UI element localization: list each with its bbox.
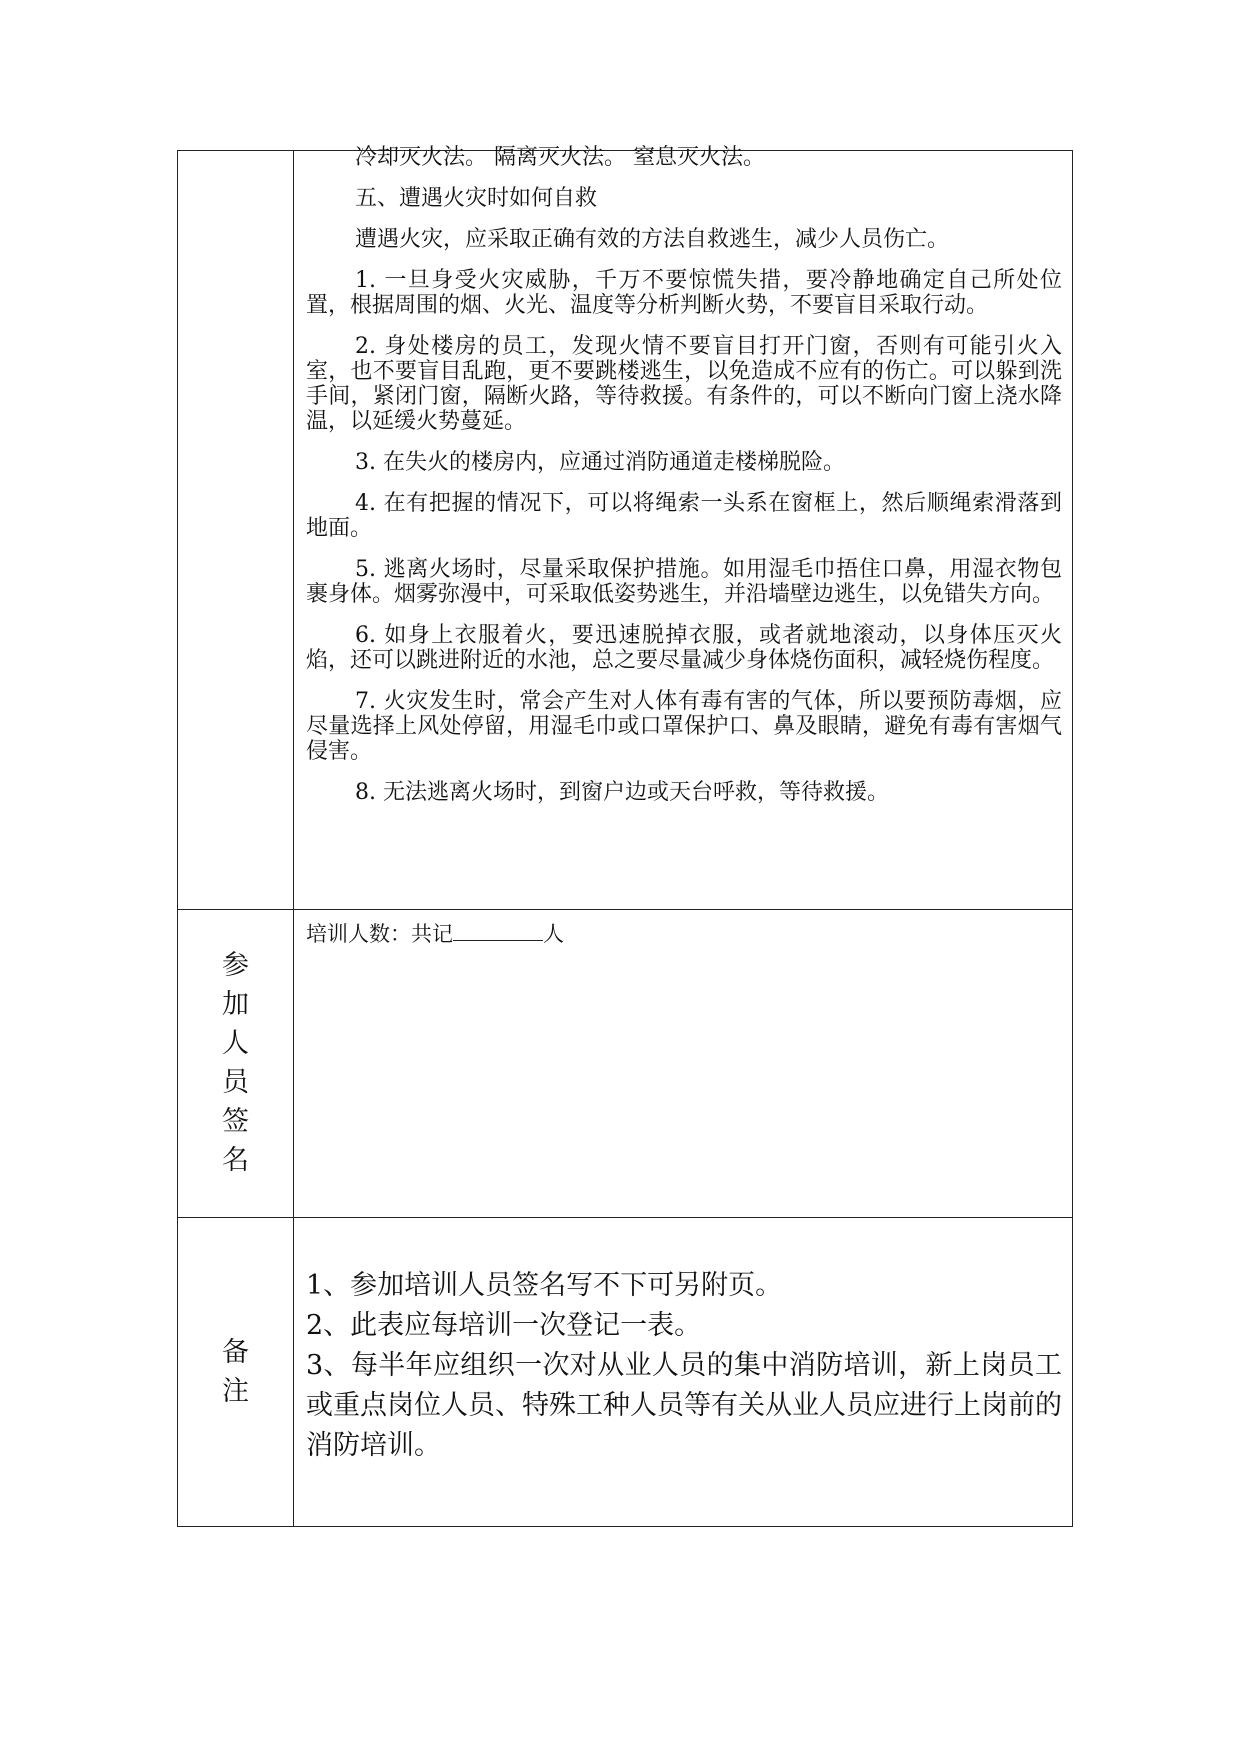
count-suffix: 人 [543,922,564,946]
content-paragraph: 1. 一旦身受火灾威胁，千万不要惊慌失措，要冷静地确定自己所处位置，根据周围的烟、火光、温度等分析判断火势，不要盲目采取行动。 [306,268,1062,318]
participant-count-line [306,921,564,947]
content-paragraph: 4. 在有把握的情况下，可以将绳索一头系在窗框上，然后顺绳索滑落到地面。 [306,491,1062,541]
remark-item: 2、此表应每培训一次登记一表。 [306,1310,702,1341]
participants-label: 参 加 人 员 签 名 [222,950,249,1176]
content-paragraph: 3. 在失火的楼房内，应通过消防通道走楼梯脱险。 [355,450,845,475]
remarks-notes [306,1266,1062,1466]
content-paragraph: 遭遇火灾，应采取正确有效的方法自救逃生，减少人员伤亡。 [355,227,950,252]
remark-item: 3、每半年应组织一次对从业人员的集中消防培训，新上岗员工或重点岗位人员、特殊工种人员等有关从业人员应进行上岗前的消防培训。 [306,1350,1062,1461]
remark-item: 1、参加培训人员签名写不下可另附页。 [306,1270,783,1301]
content-paragraph: 2. 身处楼房的员工，发现火情不要盲目打开门窗，否则有可能引火入室，也不要盲目乱跑，更不要跳楼逃生，以免造成不应有的伤亡。可以躲到洗手间，紧闭门窗，隔断火路，等待救援。有条件的，可以不断向门窗上浇水降温，以延缓火势蔓延。 [306,334,1062,434]
training-record-table [177,145,1073,1527]
training-content [306,145,1062,821]
content-heading: 五、遭遇火灾时如何自救 [355,186,598,211]
row-divider [178,909,1072,910]
column-divider [293,151,294,1526]
content-paragraph: 8. 无法逃离火场时，到窗户边或天台呼救，等待救援。 [355,780,889,805]
content-paragraph: 7. 火灾发生时，常会产生对人体有毒有害的气体，所以要预防毒烟，应尽量选择上风处停留，用湿毛巾或口罩保护口、鼻及眼睛，避免有毒有害烟气侵害。 [306,689,1062,764]
content-paragraph: 6. 如身上衣服着火，要迅速脱掉衣服，或者就地滚动，以身体压灭火焰，还可以跳进附近的水池，总之要尽量减少身体烧伤面积，减轻烧伤程度。 [306,623,1062,673]
count-prefix: 培训人数：共记 [306,922,453,946]
remarks-label: 备 注 [222,1337,249,1407]
content-paragraph: 5. 逃离火场时，尽量采取保护措施。如用湿毛巾捂住口鼻，用湿衣物包裹身体。烟雾弥漫中，可采取低姿势逃生，并沿墙壁边逃生，以免错失方向。 [306,557,1062,607]
row-divider [178,1217,1072,1218]
content-paragraph: 冷却灭火法。 隔离灭火法。 窒息灭火法。 [355,145,765,170]
participant-count-blank[interactable] [453,922,543,941]
